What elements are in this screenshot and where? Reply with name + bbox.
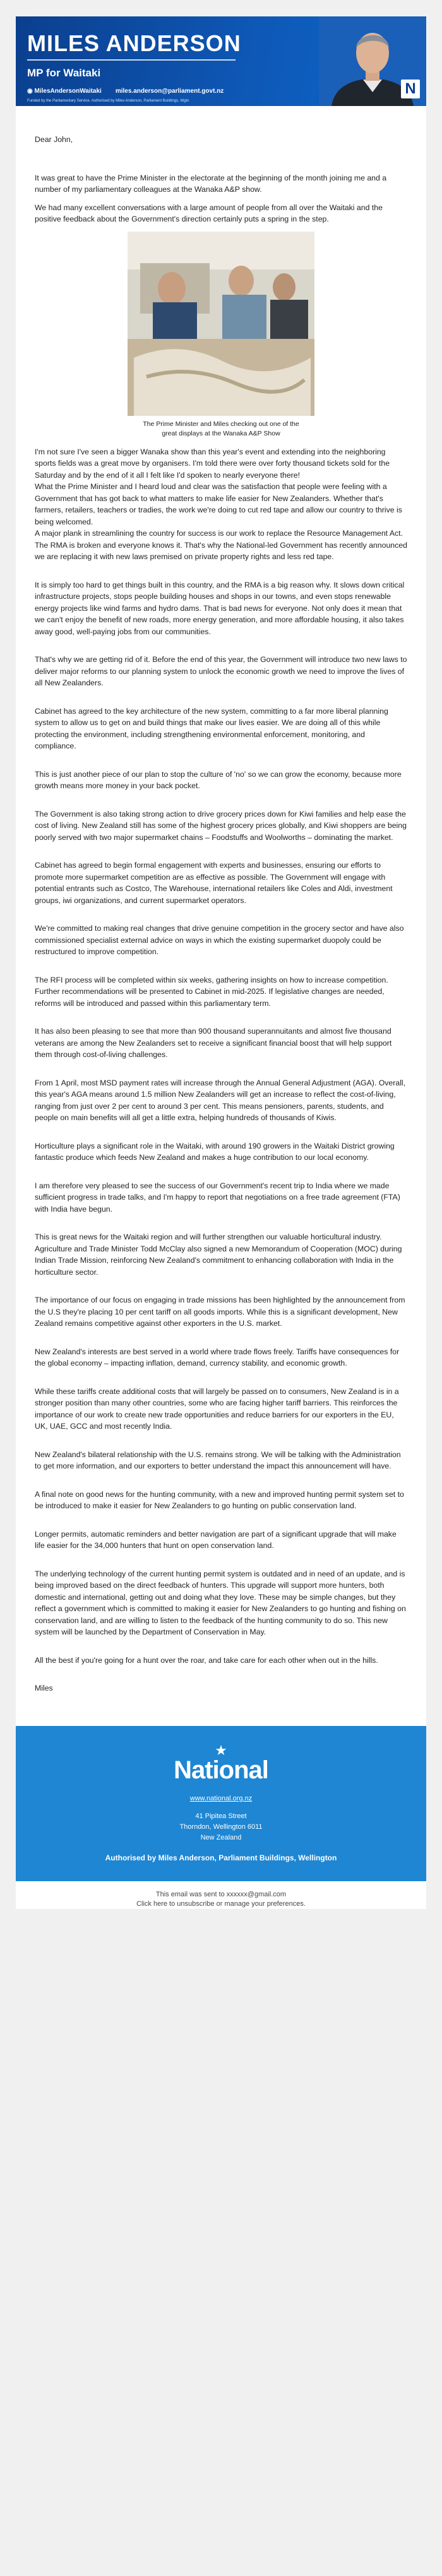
- authorisation-statement: Authorised by Miles Anderson, Parliament Buildings, Wellington: [105, 1853, 337, 1862]
- paragraph: Cabinet has agreed to the key architecture of the new system, committing to a far more liberal planning system to allow us to get on and build things that make our lives easier. We are doing all of this while protecting the environment, including strengthening environmental enforcement, monitoring, and compliance.: [35, 706, 388, 750]
- paragraph: The underlying technology of the current hunting permit system is outdated and in need of an update, and is being improved based on the direct feedback of hunters. This upgrade will support more hunters, both domestic and international, getting out and doing what they love. These may be simple changes, but they reflect a government which is committed to making it easier for New Zealanders to go hunting and fishing on conservation land, and are willing to listen to the feedback of the hunting community to do so. This new system will be launched by the Department of Conservation in May.: [35, 1569, 406, 1636]
- email-sheet: [16, 16, 426, 1909]
- postal-address: 41 Pipitea Street Thorndon, Wellington 6011 New Zealand: [179, 1812, 263, 1841]
- email-footer: [16, 1881, 426, 1909]
- header-banner: [16, 16, 426, 106]
- paragraph: What the Prime Minister and I heard loud and clear was the satisfaction that people were feeling with a Government that has got back to what matters to make life easier for New Zealanders. Whether that's farmers, retailers, teachers or tradies, the work we're doing to cut red tape and allow our country to thrive is being welcomed.: [35, 482, 402, 526]
- paragraph: We had many excellent conversations with a large amount of people from all over the Waitaki and the positive feedback about the Government's direction certainly puts a spring in the step.: [35, 203, 383, 223]
- paragraph: New Zealand's interests are best served in a world where trade flows freely. Tariffs have consequences for the global economy – impacting inflation, demand, currency stability, and economic growth.: [35, 1347, 400, 1368]
- paragraph: It has also been pleasing to see that more than 900 thousand superannuitants and almost five thousand veterans are among the New Zealanders set to receive a significant financial boost that will help support them through cost-of-living challenges.: [35, 1027, 392, 1059]
- paragraph: From 1 April, most MSD payment rates will increase through the Annual General Adjustment (AGA). Overall, this year's AGA means around 1.5 million New Zealanders will get an increase to reflect the cost-of-living, ranging from just over 2 per cent to around 3 per cent. This means pensioners, parents, students, and people on main benefits will all get a little extra, helping hundreds of thousands of Kiwis.: [35, 1078, 406, 1122]
- contact-row: [27, 88, 224, 95]
- greeting: Dear John,: [35, 135, 73, 144]
- paragraph: A final note on good news for the hunting community, with a new and improved hunting permit system set to be introduced to make it easier for New Zealanders to go hunting on public conservation land.: [35, 1489, 404, 1510]
- paragraph: We're committed to making real changes that drive genuine competition in the grocery sector and have also commissioned specialist external advice on ways in which the existing supermarket duopoly could be restructured to improve competition.: [35, 924, 404, 956]
- unsubscribe-link[interactable]: Click here to unsubscribe or manage your preferences.: [136, 1900, 306, 1908]
- paragraph: That's why we are getting rid of it. Before the end of this year, the Government will introduce two new laws to deliver major reforms to our planning system to unlock the economic growth we need to improve the lives of all New Zealanders.: [35, 655, 407, 687]
- paragraph: I am therefore very pleased to see the success of our Government's recent trip to India where we made sufficient progress in trade talks, and I'm happy to report that negotiations on a free trade agreement (FTA) with India have begun.: [35, 1181, 400, 1214]
- paragraph: Longer permits, automatic reminders and better navigation are part of a significant upgrade that will make life easier for the 34,000 hunters that hunt on open conservation land.: [35, 1529, 397, 1550]
- national-badge-icon: N: [401, 80, 420, 98]
- paragraph: This is just another piece of our plan to stop the culture of 'no' so we can grow the economy, because more growth means more money in your back pocket.: [35, 769, 402, 790]
- signoff: Miles: [35, 1684, 53, 1693]
- email-link[interactable]: miles.anderson@parliament.govt.nz: [115, 88, 224, 95]
- paragraph: This is great news for the Waitaki region and will further strengthen our valuable horticultural industry. Agriculture and Trade Minister Todd McClay also signed a new Memorandum of Cooperation (MOC) during Indian Trade Mission, reinforcing New Zealand's commitment to enhancing collaboration with India in the horticulture sector.: [35, 1232, 402, 1277]
- paragraph: A major plank in streamlining the country for success is our work to replace the Resource Management Act. The RMA is broken and everyone knows it. That's why the National-led Government has recently announced we are replacing it with new laws premised on private property rights and less red tape.: [35, 529, 407, 561]
- mp-name: MILES ANDERSON: [27, 30, 241, 56]
- paragraph: The importance of our focus on engaging in trade missions has been highlighted by the announcement from the U.S they're placing 10 per cent tariff on all goods imports. While this is a significant development, New Zealand remains competitive against other exporters in the U.S. market.: [35, 1296, 405, 1328]
- paragraph: It is simply too hard to get things built in this country, and the RMA is a big reason why. It slows down critical infrastructure projects, stops people building houses and shops in our towns, and even stops renewable energy projects like wind farms and hydro dams. That is bad news for everyone. Not only does it mean that we can't enjoy the benefit of new roads, more energy generation, and more affordable housing, it also takes away good, well-paying jobs from our communities.: [35, 580, 405, 636]
- paragraph: I'm not sure I've seen a bigger Wanaka show than this year's event and extending into the neighboring sports fields was a great move by organisers. I'm told there were over forty thousand tickets sold for the Saturday and by the end of it all I felt like I'd spoken to nearly everyone there!: [35, 447, 390, 480]
- paragraph: Horticulture plays a significant role in the Waitaki, with around 190 growers in the Waitaki District growing fantastic produce which feeds New Zealand and makes a huge contribution to our local economy.: [35, 1141, 395, 1162]
- header-divider: [27, 59, 236, 61]
- letter-body: [16, 106, 426, 1720]
- star-icon: ★: [215, 1742, 227, 1758]
- sent-to-notice: This email was sent to xxxxxx@gmail.com: [155, 1890, 287, 1898]
- event-photo: [128, 232, 314, 416]
- paragraph: The Government is also taking strong action to drive grocery prices down for Kiwi families and help ease the cost of living. New Zealand still has some of the highest grocery prices globally, and Kiwi shoppers are being poorly served with two major supermarket chains – Foodstuffs and Woolworths – dominating the market.: [35, 809, 407, 842]
- paragraph: While these tariffs create additional costs that will largely be passed on to consumers, New Zealand is in a stronger position than many other countries, some who are facing higher tariff barriers. This reinforces the importance of our work to create new trade opportunities and reduce barriers for our exporters in the EU, UK, UAE, GCC and most recently India.: [35, 1386, 399, 1431]
- paragraph: Cabinet has agreed to begin formal engagement with experts and businesses, ensuring our efforts to promote more supermarket competition are as effective as possible. The Government will engage with potential entrants such as Costco, The Warehouse, international retailers like Coles and Aldi, investment groups, iwi organizations, and current supermarket operators.: [35, 861, 393, 905]
- header-fineprint: Funded by the Parliamentary Service. Authorised by Miles Anderson, Parliament Buildings, Wgtn: [27, 99, 189, 103]
- national-logo: National: [174, 1756, 268, 1784]
- letter-paragraphs: [35, 579, 407, 1667]
- paragraph: It was great to have the Prime Minister in the electorate at the beginning of the month joining me and a number of my parliamentary colleagues at the Wanaka A&P show.: [35, 173, 387, 194]
- photo-caption: The Prime Minister and Miles checking out one of the great displays at the Wanaka A&P Show: [143, 420, 299, 437]
- photo-block: [35, 232, 407, 439]
- facebook-link[interactable]: ◉ MilesAndersonWaitaki: [27, 88, 102, 95]
- paragraph: The RFI process will be completed within six weeks, gathering insights on how to increase competition. Further recommendations will be presented to Cabinet in mid-2025. If legislative changes are needed, reforms will be introduced and passed within this parliamentary term.: [35, 975, 388, 1008]
- paragraph: All the best if you're going for a hunt over the roar, and take care for each other when out in the hills.: [35, 1655, 378, 1665]
- paragraph: New Zealand's bilateral relationship with the U.S. remains strong. We will be talking with the Administration to get more information, and our exporters to better understand the impact this announcement will have.: [35, 1450, 401, 1470]
- footer: [16, 1726, 426, 1881]
- website-link[interactable]: www.national.org.nz: [189, 1794, 253, 1802]
- mp-role: MP for Waitaki: [27, 67, 101, 79]
